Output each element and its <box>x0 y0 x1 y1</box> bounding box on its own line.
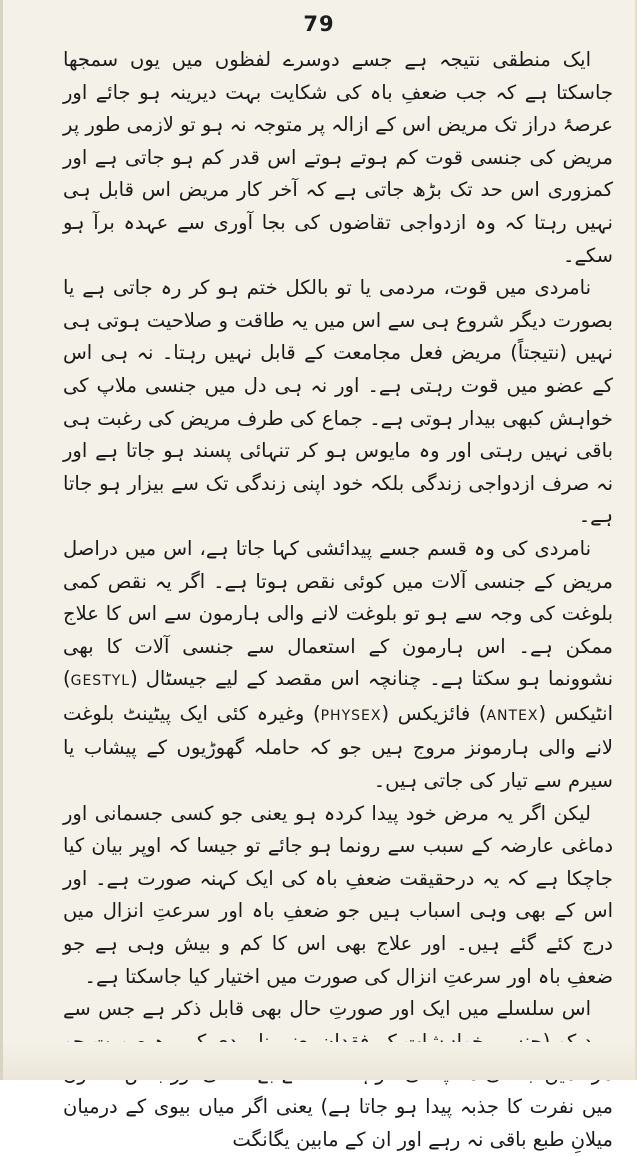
page-body-text <box>63 44 613 1156</box>
latin-term-antex: ANTEX <box>486 707 539 724</box>
paragraph-4: لیکن اگر یہ مرض خود پیدا کردہ ہو یعنی جو کسی جسمانی اور دماغی عارضہ کے سبب سے رونما ہو جائے تو جیسا کہ اوپر بیان کیا جاچکا ہے کہ یہ درحقیقت ضعفِ باہ کی ایک کہنہ صورت ہے۔ اور اس کے بھی وہی اسباب ہیں جو ضعفِ باہ اور سرعتِ انزال میں درج کئے گئے ہیں۔ اور علاج بھی اس کا کم و بیش وہی ہے جو ضعفِ باہ اور سرعتِ انزال کی صورت میں اختیار کیا جاسکتا ہے۔ <box>63 801 613 988</box>
paragraph-3 <box>63 533 613 798</box>
paragraph-3-text-4: ) وغیرہ کئی ایک پیٹینٹ بلوغت لانے والی ہارمونز مروج ہیں جو کہ حاملہ گھوڑیوں کے پیشاب یا سیرم سے تیار کی جاتی ہیں۔ <box>63 701 613 793</box>
latin-term-gestyl: GESTYL <box>70 673 131 690</box>
paragraph-3-text-3: ) فائزیکس ( <box>381 701 487 725</box>
paragraph-3-text: نامردی کی وہ قسم جسے پیدائشی کہا جاتا ہے، اس میں دراصل مریض کے جنسی آلات میں کوئی نقص ہوتا ہے۔ اگر یہ نقص کمی بلوغت کی وجہ سے ہو تو بلوغت لانے والی ہارمون سے اس کا علاج ممکن ہے۔ اس ہارمون کے استعمال سے جنسی آلات کا بھی نشوونما ہو سکتا ہے۔ چنانچہ اس مقصد کے لیے جیسٹال ( <box>63 536 613 691</box>
latin-term-physex: PHYSEX <box>320 707 382 724</box>
page-bottom-margin <box>3 1042 635 1080</box>
paragraph-2: نامردی میں قوت، مردمی یا تو بالکل ختم ہو کر رہ جاتی ہے یا بصورت دیگر شروع ہی سے اس میں یہ طاقت و صلاحیت ہوتی ہی نہیں (نتیجتاً) مریض فعل مجامعت کے قابل نہیں رہتا۔ نہ ہی اس کے عضو میں قوت رہتی ہے۔ اور نہ ہی دل میں جنسی ملاپ کی خواہش کبھی بیدار ہوتی ہے۔ جماع کی طرف مریض کی رغبت ہی باقی نہیں رہتی اور وہ مایوس ہو کر تنہائی پسند ہو جاتا ہے اور نہ صرف ازدواجی زندگی بلکہ خود اپنی زندگی تک سے بیزار ہو جاتا ہے۔ <box>63 276 613 528</box>
page-number: 79 <box>303 12 335 36</box>
paragraph-5: اس سلسلے میں ایک اور صورتِ حال بھی قابل ذکر ہے جس سے میں نفرت کا جذبہ پیدا ہو جاتا ہے) یعنی اگر میاں بیوی کے درمیان میلانِ طبع باقی نہ رہے اور ان کے مابین یگانگت <box>63 997 613 1151</box>
paragraph-3-text-2: ) انٹیکس ( <box>63 667 614 725</box>
paragraph-1: ایک منطقی نتیجہ ہے جسے دوسرے لفظوں میں یوں سمجھا جاسکتا ہے کہ جب ضعفِ باہ کی شکایت بہت دیرینہ ہو جائے اور عرصۂ دراز تک مریض اس کے ازالہ پر متوجہ نہ ہو تو لازمی طور پر مریض کی جنسی قوت کم ہوتے ہوتے اس قدر کم ہو جاتی ہے اور کمزوری اس حد تک بڑھ جاتی ہے کہ آخر کار مریض اس قابل ہی نہیں رہتا کہ وہ ازدواجی تقاضوں کی بجا آوری سے عہدہ برآ ہو سکے۔ <box>63 48 613 267</box>
